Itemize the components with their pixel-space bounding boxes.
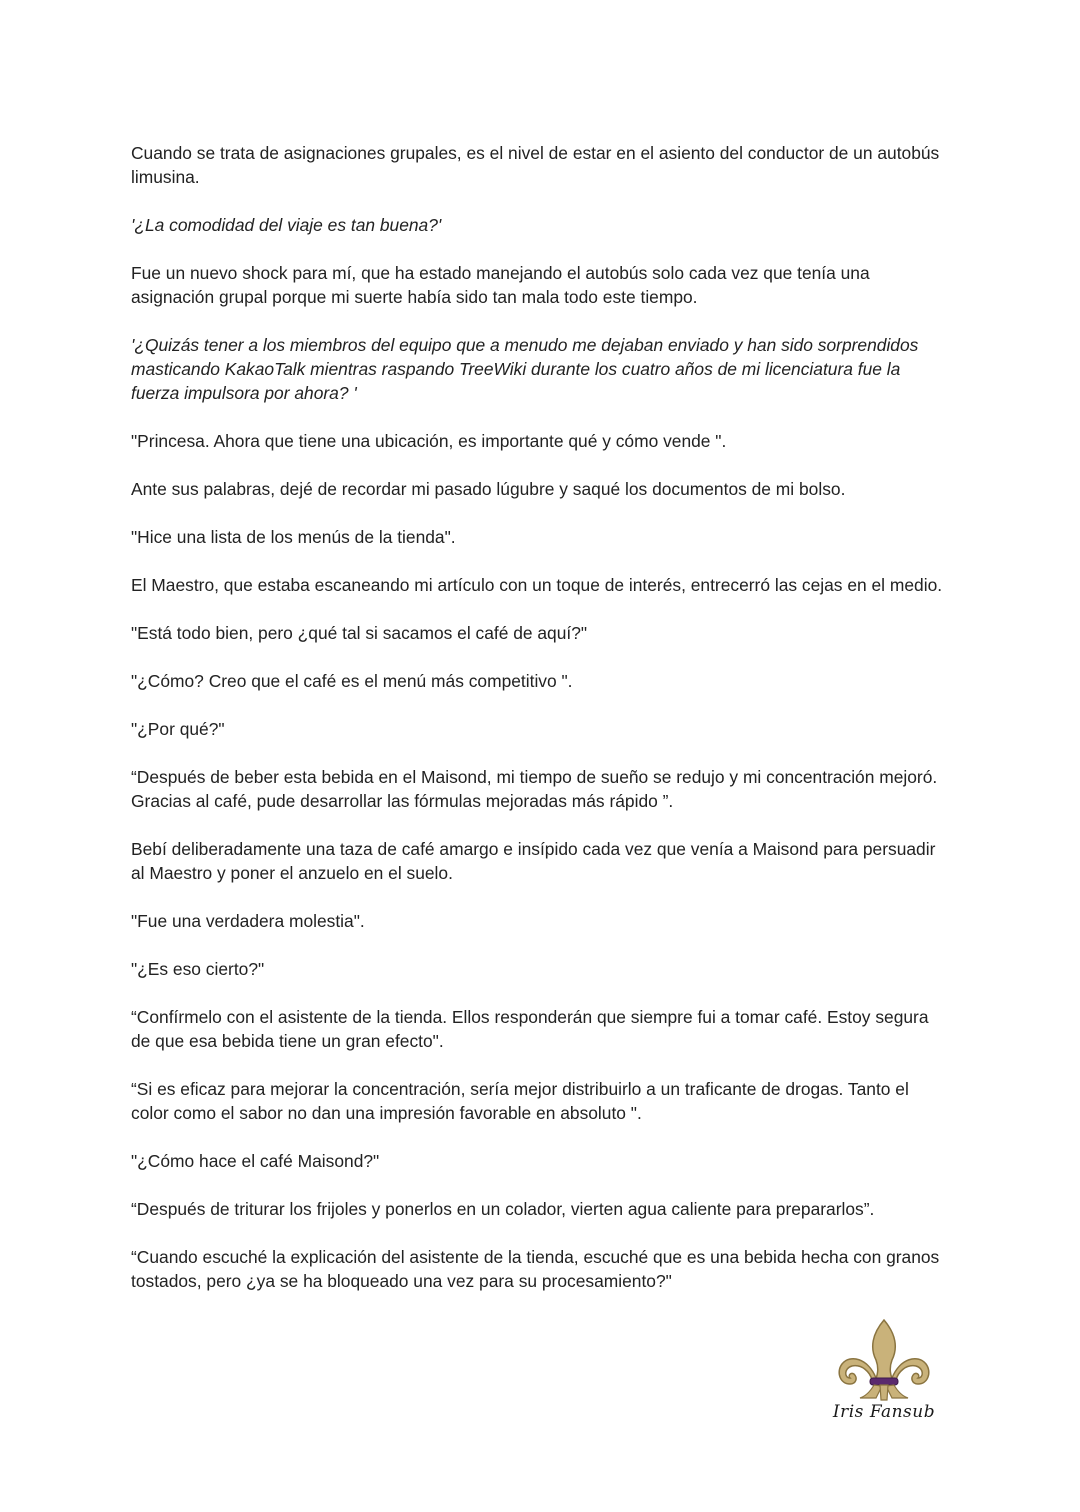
paragraph: “Si es eficaz para mejorar la concentración, sería mejor distribuirlo a un traficante de drogas. Tanto el color como el sabor no dan una impresión favorable en absoluto ".: [131, 1079, 909, 1123]
paragraph: Cuando se trata de asignaciones grupales, es el nivel de estar en el asiento del conductor de un autobús limusina.: [131, 143, 940, 187]
paragraph: “Después de beber esta bebida en el Maisond, mi tiempo de sueño se redujo y mi concentración mejoró. Gracias al café, pude desarrollar las fórmulas mejoradas más rápido ”.: [131, 767, 938, 811]
paragraph: "¿Cómo? Creo que el café es el menú más competitivo ".: [131, 671, 573, 691]
paragraph: "¿Es eso cierto?": [131, 959, 265, 979]
paragraph: “Cuando escuché la explicación del asistente de la tienda, escuché que es una bebida hecha con granos tostados, pero ¿ya se ha bloqueado una vez para su procesamiento?": [131, 1247, 940, 1291]
paragraph: "¿Cómo hace el café Maisond?": [131, 1151, 380, 1171]
watermark-text: Iris Fansub: [832, 1402, 936, 1422]
paragraph: Ante sus palabras, dejé de recordar mi pasado lúgubre y saqué los documentos de mi bolso.: [131, 479, 846, 499]
paragraph: El Maestro, que estaba escaneando mi artículo con un toque de interés, entrecerró las cejas en el medio.: [131, 575, 943, 595]
paragraph: "Fue una verdadera molestia".: [131, 911, 365, 931]
paragraph: "Princesa. Ahora que tiene una ubicación, es importante qué y cómo vende ".: [131, 431, 727, 451]
document-body: [131, 141, 951, 1317]
paragraph: “Después de triturar los frijoles y ponerlos en un colador, vierten agua caliente para prepararlos”.: [131, 1199, 875, 1219]
paragraph: "Hice una lista de los menús de la tienda".: [131, 527, 456, 547]
paragraph: '¿La comodidad del viaje es tan buena?': [131, 215, 442, 235]
paragraph: Bebí deliberadamente una taza de café amargo e insípido cada vez que venía a Maisond para persuadir al Maestro y poner el anzuelo en el suelo.: [131, 839, 936, 883]
watermark-logo: [832, 1318, 936, 1430]
paragraph: “Confírmelo con el asistente de la tienda. Ellos responderán que siempre fui a tomar café. Estoy segura de que esa bebida tiene un gran efecto".: [131, 1007, 929, 1051]
paragraph: "¿Por qué?": [131, 719, 225, 739]
fleur-de-lis-icon: [832, 1318, 936, 1404]
paragraph: "Está todo bien, pero ¿qué tal si sacamos el café de aquí?": [131, 623, 588, 643]
paragraph: '¿Quizás tener a los miembros del equipo que a menudo me dejaban enviado y han sido sorprendidos masticando KakaoTalk mientras raspando TreeWiki durante los cuatro años de mi licenciatura fue la fuerza impulsora por ahora? ': [131, 335, 919, 403]
paragraph: Fue un nuevo shock para mí, que ha estado manejando el autobús solo cada vez que tenía una asignación grupal porque mi suerte había sido tan mala todo este tiempo.: [131, 263, 870, 307]
